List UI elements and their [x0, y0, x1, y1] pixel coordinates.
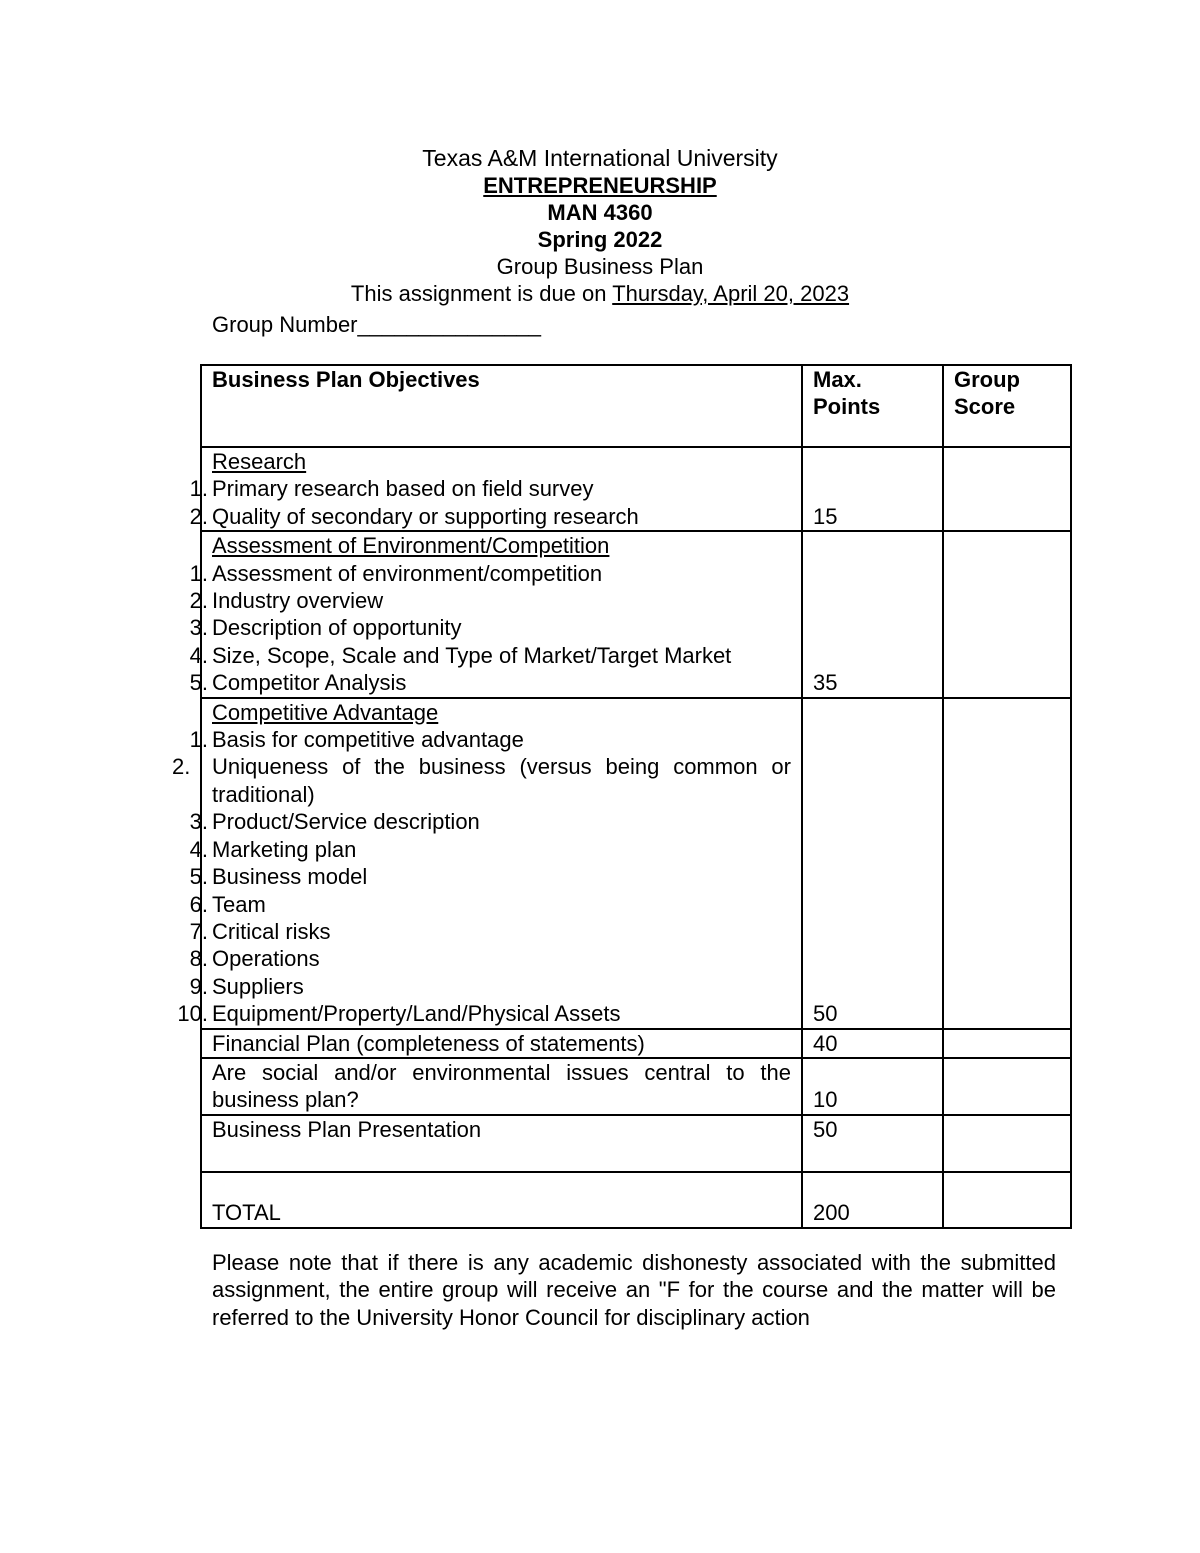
assignment-title: Group Business Plan [496, 254, 704, 279]
max-points-cell: 35 [802, 531, 943, 697]
list-item-number: 3. [189, 615, 208, 641]
list-item [189, 891, 791, 918]
list-item [189, 669, 791, 696]
max-points-cell: 40 [802, 1029, 943, 1058]
list-item-text: Size, Scope, Scale and Type of Market/Target Market [212, 642, 732, 668]
group-number-field[interactable]: Group Number_______________ [212, 312, 542, 337]
list-item-text: Operations [212, 946, 320, 972]
group-score-cell[interactable] [943, 531, 1071, 697]
list-item [189, 560, 791, 587]
section-title: Competitive Advantage [212, 699, 439, 725]
list-item [189, 503, 791, 530]
list-item [189, 836, 791, 863]
max-points-cell: 50 [802, 698, 943, 1029]
list-item [189, 918, 791, 945]
due-line [0, 280, 1200, 307]
due-date: Thursday, April 20, 2023 [612, 281, 850, 306]
total-row [201, 1172, 1071, 1228]
list-item-number: 6. [189, 891, 208, 917]
header-max-points [802, 365, 943, 447]
list-item [189, 614, 791, 641]
table-row [201, 698, 1071, 1029]
section-title: Assessment of Environment/Competition [212, 533, 610, 559]
table-header-row [201, 365, 1071, 447]
subject-title: ENTREPRENEURSHIP [483, 173, 717, 198]
group-score-cell[interactable] [943, 1029, 1071, 1058]
max-points-cell: 15 [802, 447, 943, 531]
header-objectives: Business Plan Objectives [201, 365, 802, 447]
table-row [201, 447, 1071, 531]
list-item [189, 642, 791, 669]
table-row [201, 1058, 1071, 1115]
list-item [177, 1000, 791, 1027]
objective-cell: Are social and/or environmental issues central to the business plan? [201, 1058, 802, 1115]
header-group-score [943, 365, 1071, 447]
header-max-points-line1: Max. [813, 367, 862, 392]
list-item-number: 7. [189, 918, 208, 944]
list-item [189, 587, 791, 614]
group-score-cell[interactable] [943, 698, 1071, 1029]
objective-cell: Business Plan Presentation [201, 1115, 802, 1172]
university-title: Texas A&M International University [422, 145, 778, 171]
list-item-text: Competitor Analysis [212, 670, 407, 696]
list-item-text: Critical risks [212, 918, 331, 944]
list-item [189, 973, 791, 1000]
list-item-number: 10. [177, 1001, 208, 1027]
document-header [0, 144, 1200, 307]
list-item-text: Product/Service description [212, 809, 480, 835]
section-title: Research [212, 449, 307, 474]
list-item-number: 2. [189, 503, 208, 529]
objective-cell: Financial Plan (completeness of statements) [201, 1029, 802, 1058]
due-prefix: This assignment is due on [350, 281, 613, 306]
list-item-number: 1. [189, 727, 208, 753]
list-item-number: 4. [189, 642, 208, 668]
list-item-text: Primary research based on field survey [212, 476, 594, 502]
list-item [189, 808, 791, 835]
list-item [172, 753, 791, 808]
list-item-text: Description of opportunity [212, 615, 462, 641]
header-group-score-line1: Group [954, 367, 1020, 392]
header-group-score-line2: Score [954, 394, 1016, 420]
list-item-number: 3. [189, 809, 208, 835]
term: Spring 2022 [537, 227, 663, 252]
max-points-cell: 10 [802, 1058, 943, 1115]
list-item-number: 5. [189, 864, 208, 890]
objective-cell [189, 447, 802, 531]
list-item-text: Equipment/Property/Land/Physical Assets [212, 1001, 621, 1027]
list-item-number: 5. [189, 670, 208, 696]
list-item-number: 8. [189, 946, 208, 972]
list-item-number: 9. [189, 973, 208, 999]
list-item-number: 2. [189, 588, 208, 614]
list-item-text: Marketing plan [212, 836, 357, 862]
total-group-score-cell[interactable] [943, 1172, 1071, 1228]
rubric-table [172, 364, 1072, 1229]
list-item-number: 1. [189, 476, 208, 502]
group-score-cell[interactable] [943, 1058, 1071, 1115]
list-item-text: Industry overview [212, 588, 384, 614]
table-row [201, 1029, 1071, 1058]
list-item-number: 4. [189, 836, 208, 862]
group-score-cell[interactable] [943, 1115, 1071, 1172]
list-item-text: Basis for competitive advantage [212, 727, 524, 753]
academic-dishonesty-note: Please note that if there is any academic dishonesty associated with the submitted assignment, the entire group will receive an "F for the course and the matter will be referred to the University Honor Council for disciplinary action [212, 1250, 1056, 1330]
total-label: TOTAL [201, 1172, 802, 1228]
list-item-number: 1. [189, 560, 208, 586]
objective-cell [189, 531, 802, 697]
header-max-points-line2: Points [813, 394, 881, 420]
objective-cell [172, 698, 802, 1029]
list-item [189, 945, 791, 972]
total-points: 200 [802, 1172, 943, 1228]
list-item-text: Business model [212, 864, 368, 890]
table-row [201, 531, 1071, 697]
list-item-text: Quality of secondary or supporting research [212, 503, 639, 529]
list-item-number: 2. [172, 754, 191, 780]
list-item-text: Team [212, 891, 266, 917]
table-row [201, 1115, 1071, 1172]
list-item [189, 863, 791, 890]
list-item-text: Assessment of environment/competition [212, 560, 603, 586]
list-item-text: Uniqueness of the business (versus being common or traditional) [212, 754, 791, 807]
list-item-text: Suppliers [212, 973, 304, 999]
group-score-cell[interactable] [943, 447, 1071, 531]
max-points-cell: 50 [802, 1115, 943, 1172]
list-item [189, 726, 791, 753]
list-item [189, 475, 791, 502]
course-code: MAN 4360 [547, 200, 653, 225]
